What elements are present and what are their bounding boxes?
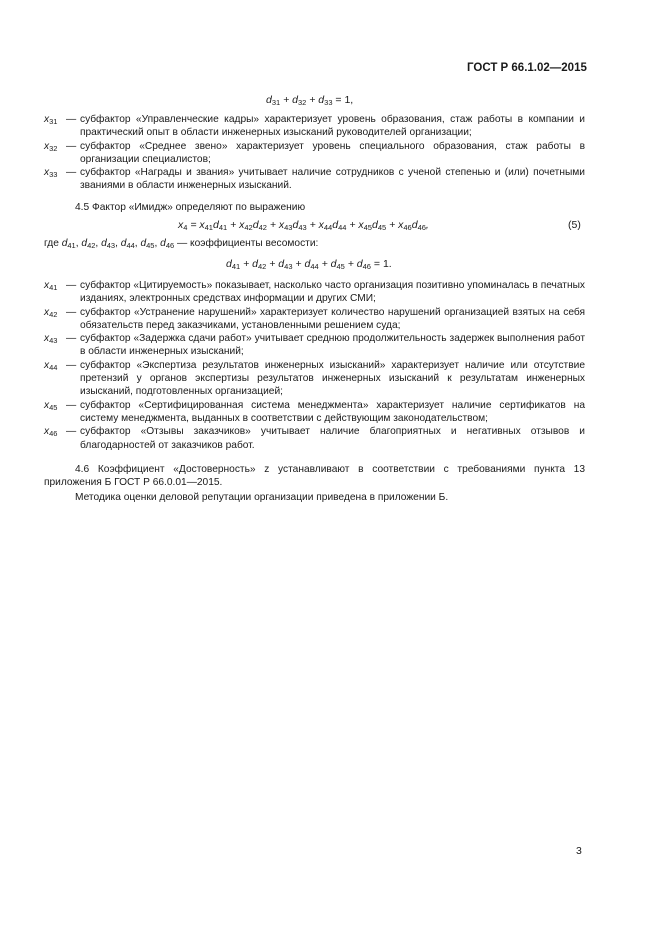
definition-text: субфактор «Задержка сдачи работ» учитывает среднюю продолжительность задержек выполнения работ в области инженерных изысканий; <box>80 333 585 358</box>
definition-item <box>44 359 585 399</box>
definition-symbol: $x_{41}$ <box>44 280 58 292</box>
definition-symbol: $x_{33}$ <box>44 167 58 180</box>
definition-text: субфактор «Среднее звено» характеризует уровень специального образования, стаж работы в организации специалистов; <box>80 140 585 165</box>
definition-text: субфактор «Управленческие кадры» характеризует уровень образования, стаж работы в компании и практический опыт в области инженерных изысканий руководителей организации; <box>80 114 585 139</box>
definition-item <box>44 166 585 193</box>
where-clause: где $d_{41}$, $d_{42}$, $d_{43}$, $d_{44}$, $d_{45}$, $d_{46}$ — коэффициенты весомости: <box>44 238 319 250</box>
definition-item <box>44 279 585 306</box>
definition-symbol: $x_{42}$ <box>44 306 58 319</box>
page-number: 3 <box>576 845 582 857</box>
definition-dash: — <box>66 333 77 345</box>
definition-dash: — <box>66 359 77 371</box>
definitions-group-4 <box>44 279 585 452</box>
definition-item <box>44 140 585 167</box>
definition-text: субфактор «Цитируемость» показывает, насколько часто организация позитивно упоминалась в печатных изданиях, электронных средствах информации и других СМИ; <box>80 280 585 305</box>
definition-dash: — <box>66 426 77 438</box>
definition-text: субфактор «Награды и звания» учитывает наличие сотрудников с ученой степенью и (или) почетными званиями в области инженерных изысканий. <box>80 167 585 192</box>
definition-symbol: $x_{32}$ <box>44 140 58 153</box>
definition-dash: — <box>66 167 77 179</box>
definition-item <box>44 399 585 426</box>
definition-item <box>44 332 585 359</box>
definition-text: субфактор «Экспертиза результатов инженерных изысканий» характеризует наличие или отсутствие претензий у органов экспертизы результатов инженерных изысканий к результатам инженерных изысканий, подготовленных организацией; <box>80 359 585 398</box>
definition-text: субфактор «Отзывы заказчиков» учитывает наличие благоприятных и негативных отзывов и благодарностей от заказчиков работ. <box>80 426 585 451</box>
definition-item <box>44 113 585 140</box>
definition-dash: — <box>66 280 77 291</box>
equation-number: (5) <box>568 219 581 231</box>
definition-dash: — <box>66 114 77 125</box>
definition-symbol: $x_{31}$ <box>44 114 58 126</box>
formula-x4: $x_4 = x_{41}d_{41} + x_{42}d_{42} + x_{43}d_{43} + x_{44}d_{44} + x_{45}d_{45} + x_{46}d_{46}$, <box>178 219 429 232</box>
formula-d3-sum: $d_{31} + d_{32} + d_{33} = 1$, <box>266 94 354 107</box>
definitions-group-3 <box>44 113 585 193</box>
formula-d4-sum: $d_{41} + d_{42} + d_{43} + d_{44} + d_{45} + d_{46} = 1$. <box>226 258 392 271</box>
definition-symbol: $x_{46}$ <box>44 426 58 439</box>
definition-text: субфактор «Сертифицированная система менеджмента» характеризует наличие сертификатов на систему менеджмента, выданных в соответствии с действующим законодательством; <box>80 399 585 424</box>
definition-text: субфактор «Устранение нарушений» характеризует количество нарушений организацией взятых на себя обязательств перед заказчиками, установленными решением суда; <box>80 306 585 331</box>
definition-dash: — <box>66 306 77 318</box>
paragraph-4-6: 4.6 Коэффициент «Достоверность» z устанавливают в соответствии с требованиями пункта 13 приложения Б ГОСТ Р 66.0.01—2015. <box>44 464 585 489</box>
definition-dash: — <box>66 140 77 152</box>
paragraph-4-5: 4.5 Фактор «Имидж» определяют по выражению <box>75 202 306 213</box>
document-header: ГОСТ Р 66.1.02—2015 <box>467 62 587 74</box>
paragraph-methodology: Методика оценки деловой репутации организации приведена в приложении Б. <box>75 492 449 503</box>
definition-symbol: $x_{44}$ <box>44 359 58 372</box>
definition-dash: — <box>66 399 77 411</box>
definition-symbol: $x_{43}$ <box>44 333 58 346</box>
definition-item <box>44 425 585 452</box>
definition-symbol: $x_{45}$ <box>44 399 58 412</box>
definition-item <box>44 306 585 333</box>
